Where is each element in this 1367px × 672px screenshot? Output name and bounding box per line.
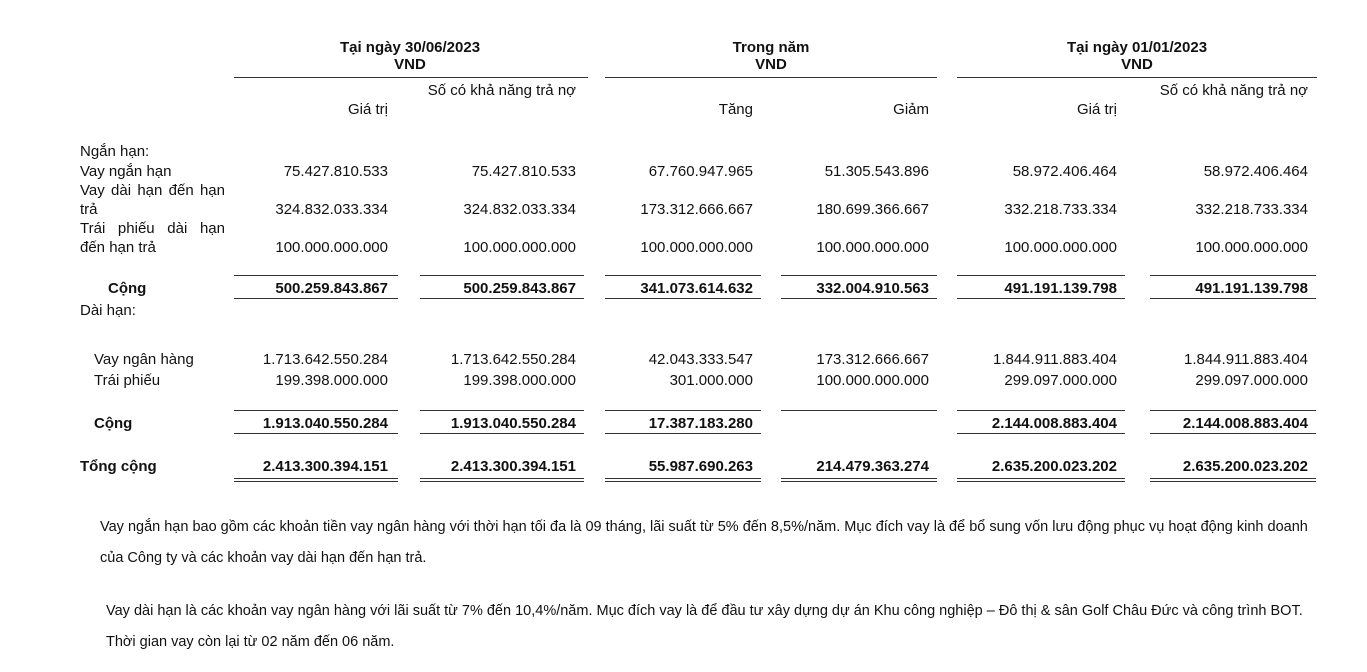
cell-value: 301.000.000 (669, 372, 753, 389)
total-rule (957, 298, 1125, 299)
row-label: Vay ngân hàng (94, 351, 194, 368)
row-label: Trái phiếu dài hạn đến hạn trả (80, 220, 225, 256)
grand-total-rule (957, 481, 1125, 482)
row-label: Vay dài hạn đến hạn trả (80, 182, 225, 218)
cell-total: 491.191.139.798 (1195, 280, 1308, 297)
cell-value: 100.000.000.000 (816, 372, 929, 389)
note-paragraph-long-term: Vay dài hạn là các khoản vay ngân hàng với lãi suất từ 7% đến 10,4%/năm. Mục đích vay là để đầu tư xây dựng dự án Khu công nghiệp – Đô thị & sân Golf Châu Đức và công trình BOT. Thời gian vay còn lại từ 02 năm đến 06 năm. (106, 603, 1303, 650)
cell-value: 1.713.642.550.284 (450, 351, 576, 368)
total-rule (1150, 433, 1316, 434)
grand-total-rule (605, 481, 761, 482)
cell-value: 180.699.366.667 (816, 201, 929, 218)
cell-total: 17.387.183.280 (648, 415, 753, 432)
cell-value: 58.972.406.464 (1203, 163, 1308, 180)
cell-value: 75.427.810.533 (471, 163, 576, 180)
cell-grand-total: 2.635.200.023.202 (991, 458, 1117, 475)
total-rule (781, 410, 937, 411)
total-rule (781, 275, 937, 276)
grand-total-rule (781, 481, 937, 482)
cell-total: 332.004.910.563 (816, 280, 929, 297)
cell-value: 324.832.033.334 (463, 201, 576, 218)
row-label: Trái phiếu (94, 372, 161, 389)
cell-value: 100.000.000.000 (640, 239, 753, 256)
cell-grand-total: 2.413.300.394.151 (450, 458, 576, 475)
cell-value: 100.000.000.000 (816, 239, 929, 256)
cell-value: 42.043.333.547 (648, 351, 753, 368)
total-rule (420, 298, 584, 299)
total-rule (1150, 298, 1316, 299)
header-unit: VND (755, 56, 787, 73)
section-heading-ngan-han: Ngắn hạn: (80, 143, 150, 160)
total-rule (781, 298, 937, 299)
cell-value: 199.398.000.000 (275, 372, 388, 389)
col-header-giam: Giảm (893, 101, 929, 118)
cell-value: 100.000.000.000 (463, 239, 576, 256)
grand-total-rule (420, 478, 584, 479)
cell-total: 500.259.843.867 (275, 280, 388, 297)
total-rule (420, 433, 584, 434)
header-group-30-06-2023 (232, 39, 588, 73)
row-label-grand-total: Tổng cộng (80, 458, 157, 475)
grand-total-rule (234, 481, 398, 482)
total-rule (234, 298, 398, 299)
col-header-so-co-kha-nang-tra-no-2: Số có khả năng trả nợ (1159, 82, 1308, 99)
cell-value: 199.398.000.000 (463, 372, 576, 389)
total-rule (605, 410, 761, 411)
header-divider (234, 77, 588, 78)
total-rule (605, 275, 761, 276)
header-title: Tại ngày 30/06/2023 (339, 39, 481, 56)
cell-value: 299.097.000.000 (1195, 372, 1308, 389)
cell-total: 500.259.843.867 (463, 280, 576, 297)
grand-total-rule (1150, 478, 1316, 479)
total-rule (420, 410, 584, 411)
col-header-gia-tri-2: Giá trị (1076, 101, 1117, 118)
grand-total-rule (420, 481, 584, 482)
total-rule (234, 410, 398, 411)
cell-total: 1.913.040.550.284 (450, 415, 576, 432)
section-heading-dai-han: Dài hạn: (80, 302, 136, 319)
total-rule (420, 275, 584, 276)
grand-total-rule (1150, 481, 1316, 482)
note-paragraph-short-term: Vay ngắn hạn bao gồm các khoản tiền vay ngân hàng với thời hạn tối đa là 09 tháng, lãi suất từ 5% đến 8,5%/năm. Mục đích vay là để bổ sung vốn lưu động phục vụ hoạt động kinh doanh của Công ty và các khoản vay dài hạn đến hạn trả. (100, 519, 1308, 566)
cell-value: 1.844.911.883.404 (1183, 351, 1308, 368)
cell-value: 173.312.666.667 (816, 351, 929, 368)
cell-total: 2.144.008.883.404 (991, 415, 1117, 432)
header-title: Tại ngày 01/01/2023 (1066, 39, 1208, 56)
cell-value: 67.760.947.965 (648, 163, 753, 180)
total-rule (957, 433, 1125, 434)
total-rule (605, 433, 761, 434)
cell-total: 1.913.040.550.284 (262, 415, 388, 432)
cell-value: 1.713.642.550.284 (262, 351, 388, 368)
header-divider (605, 77, 937, 78)
cell-value: 100.000.000.000 (1195, 239, 1308, 256)
cell-total: 2.144.008.883.404 (1182, 415, 1308, 432)
header-group-trong-nam (605, 39, 937, 73)
cell-value: 299.097.000.000 (1004, 372, 1117, 389)
grand-total-rule (781, 478, 937, 479)
total-rule (234, 433, 398, 434)
col-header-gia-tri: Giá trị (347, 101, 388, 118)
col-header-so-co-kha-nang-tra-no: Số có khả năng trả nợ (427, 82, 576, 99)
cell-value: 100.000.000.000 (275, 239, 388, 256)
header-unit: VND (1121, 56, 1153, 73)
cell-total: 341.073.614.632 (640, 280, 753, 297)
header-unit: VND (394, 56, 426, 73)
row-label: Vay ngắn hạn (80, 163, 172, 180)
total-rule (605, 298, 761, 299)
total-rule (957, 275, 1125, 276)
total-rule (957, 410, 1125, 411)
cell-value: 324.832.033.334 (275, 201, 388, 218)
header-title: Trong năm (732, 39, 810, 56)
row-label-total: Cộng (108, 280, 147, 297)
cell-value: 173.312.666.667 (640, 201, 753, 218)
cell-value: 58.972.406.464 (1012, 163, 1117, 180)
grand-total-rule (234, 478, 398, 479)
cell-value: 51.305.543.896 (824, 163, 929, 180)
cell-value: 332.218.733.334 (1004, 201, 1117, 218)
total-rule (1150, 410, 1316, 411)
cell-value: 1.844.911.883.404 (992, 351, 1117, 368)
total-rule (234, 275, 398, 276)
cell-grand-total: 2.413.300.394.151 (262, 458, 388, 475)
row-label-total: Cộng (94, 415, 133, 432)
grand-total-rule (957, 478, 1125, 479)
cell-value: 75.427.810.533 (283, 163, 388, 180)
cell-total: 491.191.139.798 (1004, 280, 1117, 297)
header-group-01-01-2023 (957, 39, 1317, 73)
cell-grand-total: 2.635.200.023.202 (1182, 458, 1308, 475)
cell-value: 332.218.733.334 (1195, 201, 1308, 218)
cell-grand-total: 55.987.690.263 (648, 458, 753, 475)
col-header-tang: Tăng (718, 101, 753, 118)
cell-value: 100.000.000.000 (1004, 239, 1117, 256)
total-rule (1150, 275, 1316, 276)
cell-grand-total: 214.479.363.274 (816, 458, 929, 475)
header-divider (957, 77, 1317, 78)
grand-total-rule (605, 478, 761, 479)
